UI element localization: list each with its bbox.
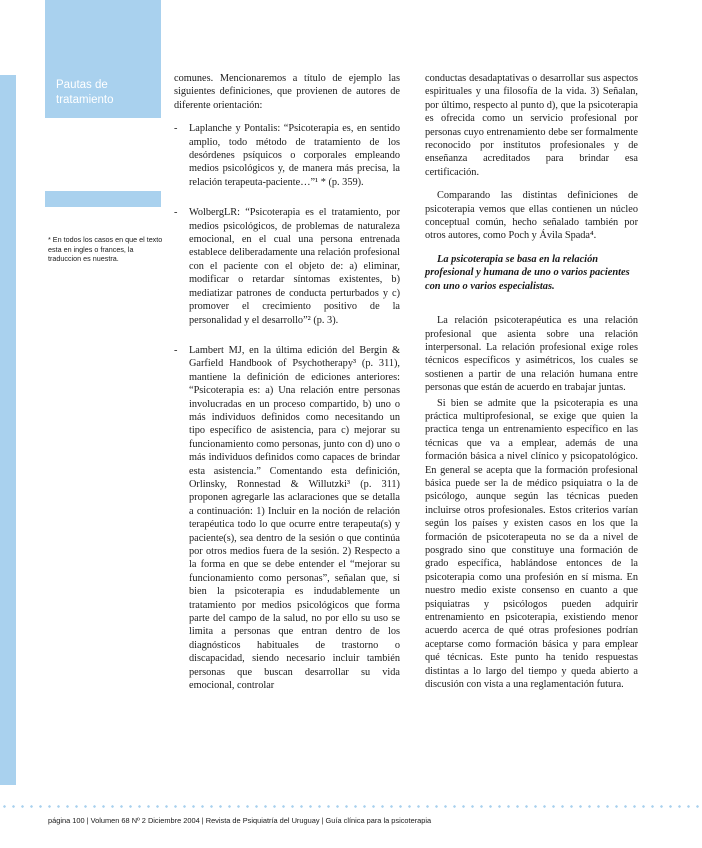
text-column-left (174, 72, 400, 709)
section-heading: La psicoterapia se basa en la relación profesional y humana de uno o varios pacientes con uno o varios especialistas. (425, 253, 630, 292)
definition-item (174, 344, 400, 693)
bullet-mark: - (174, 344, 178, 356)
continuation-paragraph: conductas desadaptativas o desarrollar sus aspectos espirituales y una filosofía de la vida. 3) Señalan, por último, respecto al punto d), que la psicoterapia es ofrecida como un servicio profesional por personas cuyo entrenamiento debe ser formalmente reconocido por institutos profesionales y de enseñanza acreditados para brindar esa certificación. (425, 73, 638, 178)
text-column-right (425, 72, 638, 701)
definition-text: WolbergLR: “Psicoterapia es el tratamiento, por medios psicológicos, de problemas de naturaleza emocional, en el cual una persona entrenada establece deliberadamente una relación profesional con el paciente con el objeto de: a) eliminar, modificar o retardar síntomas existentes, b) mediatizar patrones de conducta perturbados y c) promover el crecimiento positivo de la personalidad y el desarrollo”² (p. 3). (189, 207, 400, 326)
definition-item (174, 122, 400, 189)
section-title: Pautas de tratamiento (56, 79, 114, 106)
training-paragraph: Si bien se admite que la psicoterapia es una práctica multiprofesional, se exige que quien la practica tenga un entrenamiento específico en las técnicas que va a emplear, además de una formación básica a nivel clínico y psicopatológico. En general se acepta que la formación profesional básica puede ser la de médico psiquiatra o la de psicólogo, aunque según las técnicas pueden incluirse otros profesionales. Estos criterios varían según los países y existen casos en los que la formación de psicoterapeuta no se da a nivel de posgrado sino que constituye una formación de grado específica, hablándose entonces de la psicoterapia como una profesión en sí misma. En nuestro medio existe consenso en cuanto a que psiquiatras y psicólogos pueden adquirir entrenamiento en psicoterapia, existiendo menor acuerdo acerca de qué otras profesiones podrían aceptarse como formación básica y para emplear qué técnicas. Este punto ha tenido respuestas distintas a lo largo del tiempo y queda abierto a discusión con vista a una reglamentación futura. (425, 397, 638, 691)
bullet-mark: - (174, 123, 178, 135)
translation-footnote: * En todos los casos en que el texto esta en ingles o frances, la traduccion es nuestra. (48, 235, 163, 264)
side-color-strip (0, 75, 16, 785)
comparison-paragraph: Comparando las distintas definiciones de psicoterapia vemos que ellas contienen un núcleo conceptual común, hecho señalado también por otros autores, como Poch y Ávila Spada⁴. (425, 190, 638, 242)
page-footer: página 100 | Volumen 68 Nº 2 Diciembre 2004 | Revista de Psiquiatría del Uruguay | Guía clínica para la psicoterapia (48, 816, 432, 825)
definition-text: Lambert MJ, en la última edición del Bergin & Garfield Handbook of Psychotherapy³ (p. 311), mantiene la definición de ediciones anteriores: “Psicoterapia es: a) Una relación entre personas involucradas en un proceso compartido, b) uno o más individuos definidos como necesitando un tipo específico de asistencia, para c) mejorar su funcionamiento como personas, junto con d) uno o más individuos definidos como capaces de brindar esta asistencia.” Comentando esta definición, Orlinsky, Ronnestad & Willutzki³ (p. 311) proponen agregarle las aclaraciones que se detalla a continuación: 1) Incluir en la noción de relación terapéutica todo lo que ocurre entre terapeuta(s) y paciente(s), sea dentro de la sesión o que continúa por otros medios fuera de la sesión. 2) Respecto a la forma en que se debe entender el “mejorar su funcionamiento como personas”, señalan que, si bien la psicoterapia es indudablemente un tratamiento por medios psicológicos que forma parte del campo de la salud, no por ello su uso se limita a personas que entran dentro de los diagnósticos habituales de trastorno o discapacidad, siendo necesario incluir también personas que buscan desarrollar su vida emocional, controlar (189, 344, 400, 692)
footer-dotted-rule (0, 805, 702, 808)
bullet-mark: - (174, 207, 178, 219)
definition-text: Laplanche y Pontalis: “Psicoterapia es, en sentido amplio, todo método de tratamiento de los desórdenes psíquicos o corporales empleando medios psicológicos y, de manera más precisa, la relación terapeuta-paciente…”¹ * (p. 359). (189, 123, 400, 188)
sidebar-accent-bar (45, 191, 161, 207)
relationship-paragraph: La relación psicoterapéutica es una relación profesional que asienta sobre una relación interpersonal. La relación profesional exige roles técnicos específicos y asimétricos, los cuales se sostienen a partir de una relación humana entre personas que están de acuerdo en trabajar juntas. (425, 315, 638, 394)
intro-paragraph: comunes. Mencionaremos a título de ejemplo las siguientes definiciones, que provienen de autores de diferente orientación: (174, 73, 400, 111)
definition-item (174, 206, 400, 327)
